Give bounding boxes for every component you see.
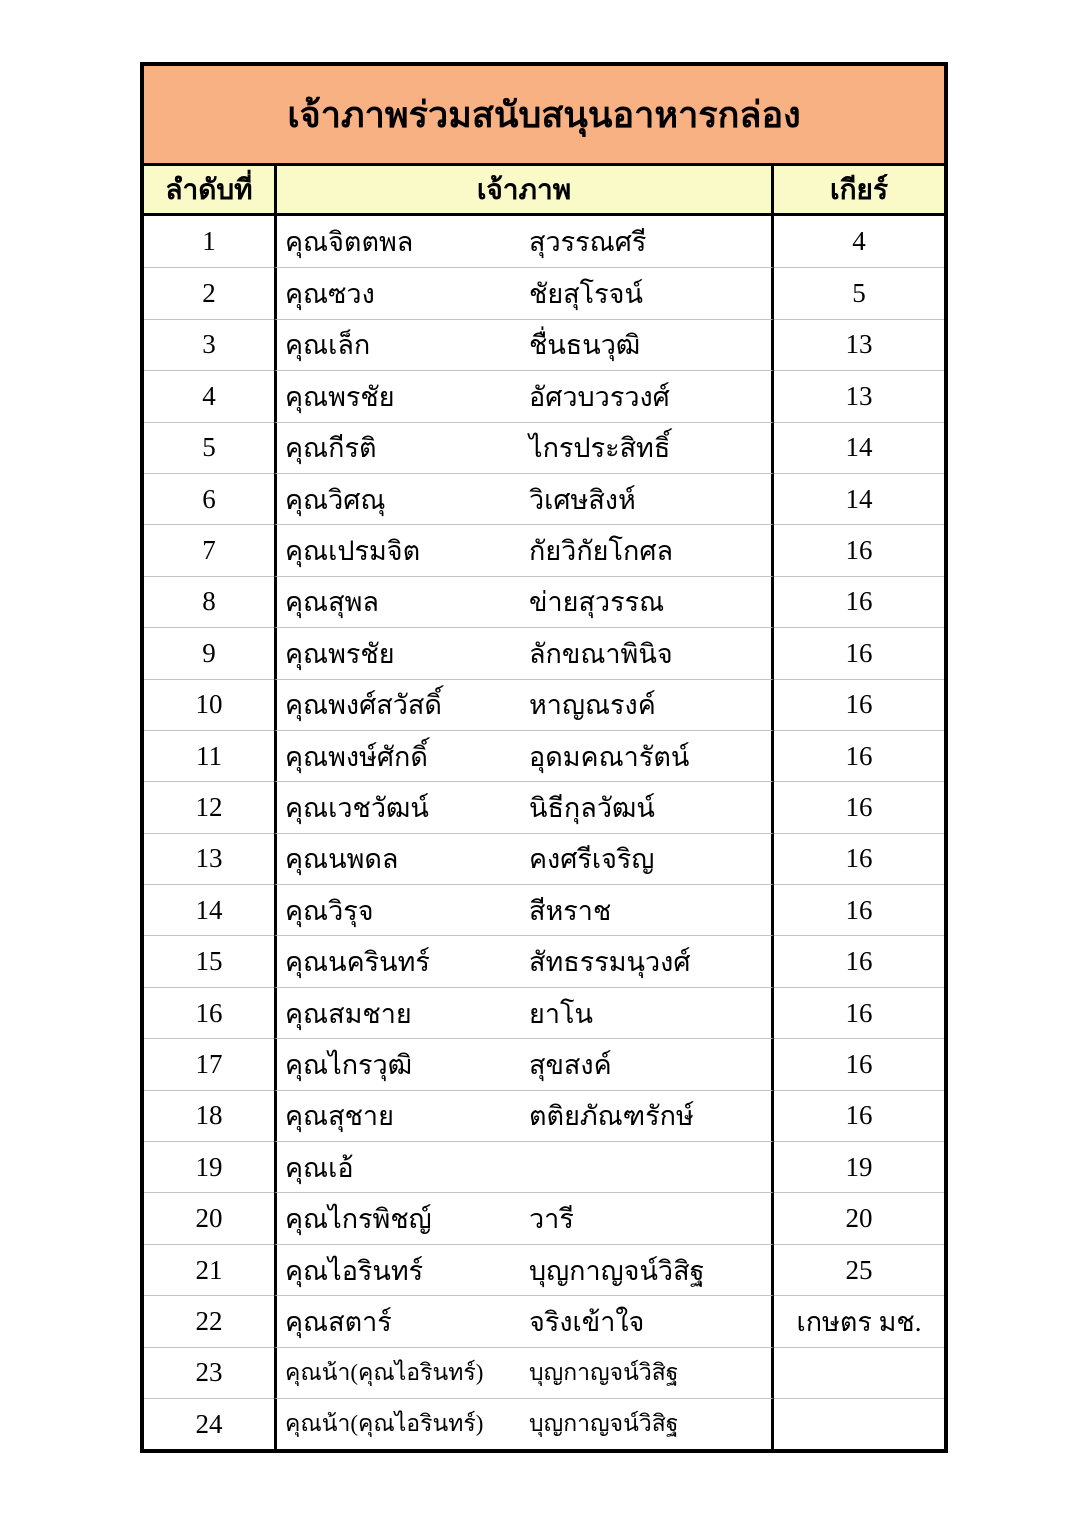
table-row: [144, 1141, 944, 1192]
row-index: 6: [144, 473, 274, 524]
host-name-cell: [274, 422, 774, 473]
host-first-name: คุณสตาร์: [285, 1306, 392, 1337]
host-last-name: ข่ายสุวรรณ: [529, 587, 665, 618]
row-index: 23: [144, 1347, 274, 1398]
row-gear: 13: [774, 370, 944, 421]
row-gear: 14: [774, 473, 944, 524]
host-name-cell: [274, 935, 774, 986]
row-gear: 16: [774, 627, 944, 678]
host-first-name: คุณไกรวุฒิ: [285, 1049, 413, 1080]
row-index: 18: [144, 1090, 274, 1141]
row-gear: 16: [774, 987, 944, 1038]
table-row: [144, 679, 944, 730]
table-row: [144, 935, 944, 986]
table-row: [144, 987, 944, 1038]
host-last-name: จริงเข้าใจ: [529, 1306, 645, 1337]
table-row: [144, 781, 944, 832]
row-index: 13: [144, 833, 274, 884]
table-row: [144, 1090, 944, 1141]
host-name-cell: [274, 524, 774, 575]
row-gear: [774, 1347, 944, 1398]
row-index: 20: [144, 1192, 274, 1243]
table-row: [144, 216, 944, 267]
table-title: เจ้าภาพร่วมสนับสนุนอาหารกล่อง: [144, 66, 944, 166]
host-name-cell: [274, 473, 774, 524]
host-last-name: นิธีกุลวัฒน์: [529, 792, 655, 823]
host-first-name: คุณสมชาย: [285, 998, 412, 1029]
host-last-name: ชื่นธนวุฒิ: [529, 330, 641, 361]
table-row: [144, 730, 944, 781]
row-gear: 14: [774, 422, 944, 473]
table-row: [144, 267, 944, 318]
host-last-name: ตติยภัณฑรักษ์: [529, 1101, 694, 1132]
table-row: [144, 833, 944, 884]
row-index: 21: [144, 1244, 274, 1295]
host-last-name: บุญกาญจน์วิสิฐ: [529, 1359, 679, 1385]
host-first-name: คุณสุพล: [285, 587, 379, 618]
host-first-name: คุณสุชาย: [285, 1101, 394, 1132]
host-last-name: ลักขณาพินิจ: [529, 638, 673, 669]
table-row: [144, 627, 944, 678]
host-last-name: สุวรรณศรี: [529, 227, 647, 258]
host-first-name: คุณซวง: [285, 279, 375, 310]
row-index: 2: [144, 267, 274, 318]
row-gear: 16: [774, 884, 944, 935]
host-name-cell: [274, 216, 774, 267]
host-last-name: กัยวิกัยโกศล: [529, 536, 674, 567]
host-last-name: ชัยสุโรจน์: [529, 279, 643, 310]
host-first-name: คุณนพดล: [285, 844, 399, 875]
host-name-cell: [274, 627, 774, 678]
host-first-name: คุณพรชัย: [285, 638, 395, 669]
host-last-name: วารี: [529, 1204, 574, 1235]
table-row: [144, 1295, 944, 1346]
row-gear: เกษตร มช.: [774, 1295, 944, 1346]
host-first-name: คุณไอรินทร์: [285, 1255, 424, 1286]
row-gear: 20: [774, 1192, 944, 1243]
column-header-host: เจ้าภาพ: [274, 166, 774, 213]
table-row: [144, 884, 944, 935]
row-index: 16: [144, 987, 274, 1038]
host-first-name: คุณพรชัย: [285, 381, 395, 412]
row-gear: 16: [774, 730, 944, 781]
host-last-name: หาญณรงค์: [529, 690, 656, 721]
row-gear: 16: [774, 1090, 944, 1141]
table-row: [144, 576, 944, 627]
host-name-cell: [274, 576, 774, 627]
host-name-cell: [274, 1295, 774, 1346]
host-last-name: สุขสงค์: [529, 1049, 612, 1080]
host-last-name: ยาโน: [529, 998, 593, 1029]
table-row: [144, 1398, 944, 1449]
host-first-name: คุณจิตตพล: [285, 227, 414, 258]
table-row: [144, 524, 944, 575]
row-gear: [774, 1398, 944, 1449]
host-first-name: คุณเล็ก: [285, 330, 371, 361]
host-name-cell: [274, 987, 774, 1038]
row-gear: 16: [774, 833, 944, 884]
row-index: 9: [144, 627, 274, 678]
table-row: [144, 1192, 944, 1243]
column-header-index: ลำดับที่: [165, 174, 253, 206]
host-name-cell: [274, 679, 774, 730]
host-first-name: คุณพงษ์ศักดิ์: [285, 741, 428, 772]
row-gear: 4: [852, 226, 866, 257]
row-gear: 5: [774, 267, 944, 318]
row-gear: 16: [774, 679, 944, 730]
host-name-cell: [274, 267, 774, 318]
row-index: 15: [144, 935, 274, 986]
row-gear: 16: [774, 524, 944, 575]
host-name-cell: [274, 1347, 774, 1398]
host-name-cell: [274, 884, 774, 935]
table-header-row: [144, 166, 944, 216]
host-name-cell: [274, 1141, 774, 1192]
host-first-name: คุณน้า(คุณไอรินทร์): [285, 1359, 484, 1385]
sponsor-table: [140, 62, 948, 1453]
table-row: [144, 473, 944, 524]
host-last-name: สัทธรรมนุวงศ์: [529, 947, 691, 978]
row-gear: 13: [774, 319, 944, 370]
column-header-gear: เกียร์: [830, 174, 888, 206]
host-first-name: คุณเปรมจิต: [285, 536, 421, 567]
row-index: 4: [144, 370, 274, 421]
row-gear: 16: [774, 781, 944, 832]
row-gear: 16: [774, 935, 944, 986]
host-name-cell: [274, 1038, 774, 1089]
row-index: 11: [144, 730, 274, 781]
host-name-cell: [274, 1244, 774, 1295]
row-index: 3: [144, 319, 274, 370]
row-index: 1: [202, 226, 216, 257]
row-gear: 19: [774, 1141, 944, 1192]
row-gear: 16: [774, 1038, 944, 1089]
table-row: [144, 1347, 944, 1398]
host-first-name: คุณวิศณุ: [285, 484, 386, 515]
host-first-name: คุณวิรุจ: [285, 895, 374, 926]
table-row: [144, 370, 944, 421]
table-body: [144, 216, 944, 1449]
host-last-name: วิเศษสิงห์: [529, 484, 636, 515]
row-index: 5: [144, 422, 274, 473]
host-name-cell: [274, 833, 774, 884]
row-index: 19: [144, 1141, 274, 1192]
table-row: [144, 1244, 944, 1295]
host-last-name: อัศวบวรวงศ์: [529, 381, 670, 412]
host-first-name: คุณเวชวัฒน์: [285, 792, 429, 823]
host-first-name: คุณนครินทร์: [285, 947, 430, 978]
host-name-cell: [274, 370, 774, 421]
row-index: 14: [144, 884, 274, 935]
host-name-cell: [274, 1090, 774, 1141]
host-name-cell: [274, 730, 774, 781]
row-gear: 25: [774, 1244, 944, 1295]
host-last-name: ไกรประสิทธิ์: [529, 433, 671, 464]
row-index: 10: [144, 679, 274, 730]
row-index: 8: [144, 576, 274, 627]
host-name-cell: [274, 1192, 774, 1243]
host-last-name: สีหราช: [529, 895, 612, 926]
table-row: [144, 422, 944, 473]
host-first-name: คุณพงศ์สวัสดิ์: [285, 690, 442, 721]
host-name-cell: [274, 1398, 774, 1449]
row-index: 7: [144, 524, 274, 575]
row-gear: 16: [774, 576, 944, 627]
host-first-name: คุณกีรติ: [285, 433, 377, 464]
host-last-name: บุญกาญจน์วิสิฐ: [529, 1255, 705, 1286]
host-first-name: คุณไกรพิชญ์: [285, 1204, 432, 1235]
row-index: 24: [144, 1398, 274, 1449]
host-name-cell: [274, 781, 774, 832]
host-last-name: อุดมคณารัตน์: [529, 741, 690, 772]
row-index: 12: [144, 781, 274, 832]
table-row: [144, 1038, 944, 1089]
table-row: [144, 319, 944, 370]
host-first-name: คุณเอ้: [285, 1152, 354, 1183]
host-first-name: คุณน้า(คุณไอรินทร์): [285, 1411, 484, 1437]
row-index: 17: [144, 1038, 274, 1089]
host-last-name: คงศรีเจริญ: [529, 844, 655, 875]
row-index: 22: [144, 1295, 274, 1346]
host-name-cell: [274, 319, 774, 370]
host-last-name: บุญกาญจน์วิสิฐ: [529, 1411, 679, 1437]
